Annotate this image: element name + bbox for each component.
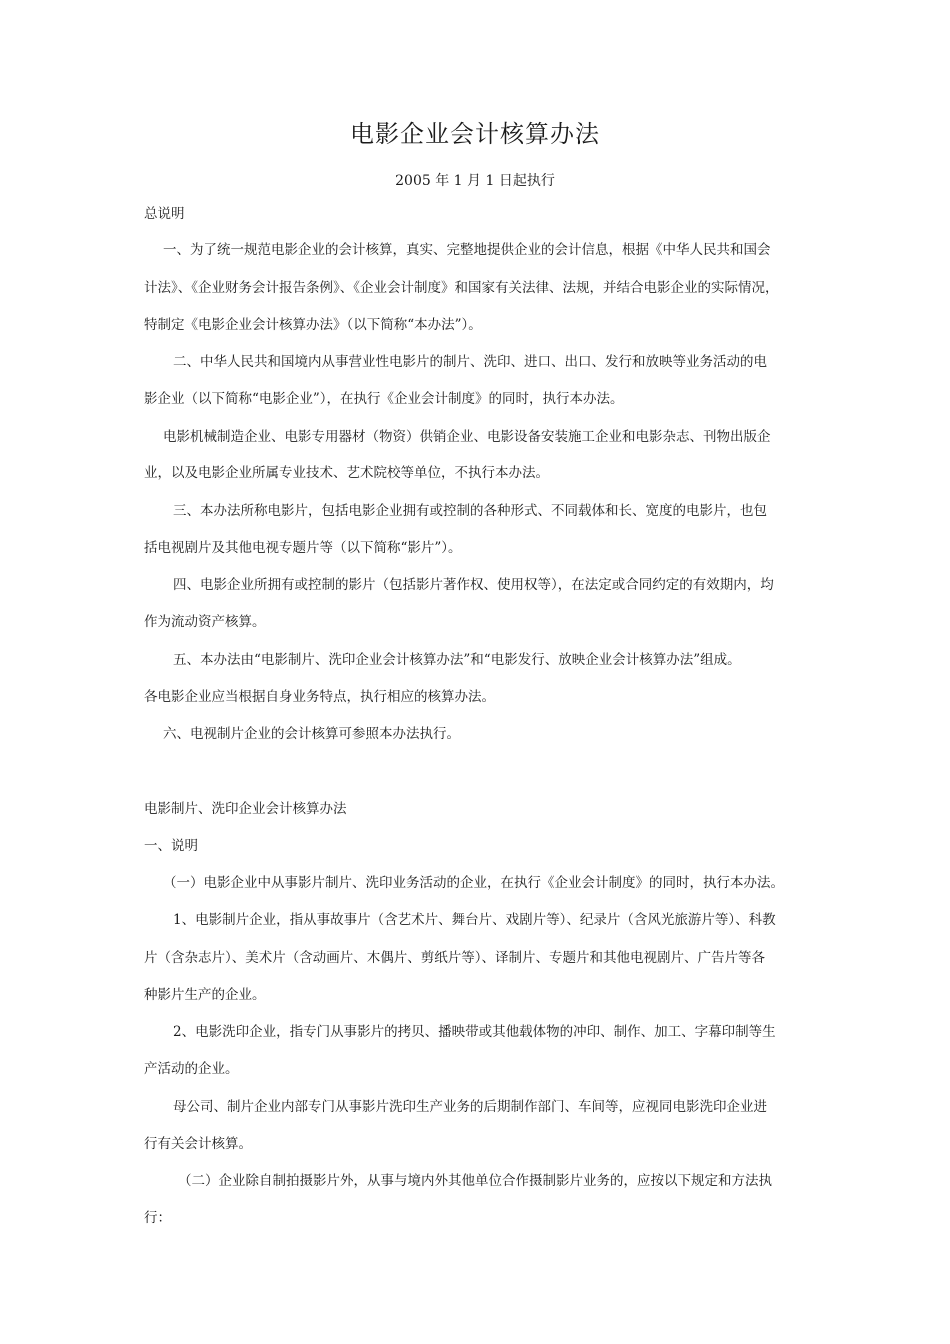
paragraph-line: 行有关会计核算。 [144, 1136, 252, 1152]
paragraph-line: 各电影企业应当根据自身业务特点，执行相应的核算办法。 [144, 689, 495, 705]
paragraph-line: 三、本办法所称电影片，包括电影企业拥有或控制的各种形式、不同载体和长、宽度的电影片，也包 [173, 503, 767, 519]
paragraph-line: 种影片生产的企业。 [144, 987, 266, 1003]
paragraph-line: 1、电影制片企业，指从事故事片（含艺术片、舞台片、戏剧片等）、纪录片（含风光旅游片等）、科教 [173, 912, 776, 928]
paragraph-line: 行： [144, 1210, 171, 1226]
section-heading-production: 电影制片、洗印企业会计核算办法 [144, 801, 347, 817]
document-title: 电影企业会计核算办法 [350, 120, 600, 148]
paragraph-line: 产活动的企业。 [144, 1061, 239, 1077]
paragraph-line: 电影机械制造企业、电影专用器材（物资）供销企业、电影设备安装施工企业和电影杂志、刊物出版企 [163, 429, 771, 445]
subsection-heading: 一、说明 [144, 838, 198, 854]
effective-date: 2005 年 1 月 1 日起执行 [395, 173, 555, 189]
paragraph-line: 一、为了统一规范电影企业的会计核算，真实、完整地提供企业的会计信息，根据《中华人民共和国会 [163, 242, 771, 258]
paragraph-line: （二）企业除自制拍摄影片外，从事与境内外其他单位合作摄制影片业务的，应按以下规定和方法执 [178, 1173, 772, 1189]
paragraph-line: 六、电视制片企业的会计核算可参照本办法执行。 [163, 726, 460, 742]
paragraph-line: 片（含杂志片）、美术片（含动画片、木偶片、剪纸片等）、译制片、专题片和其他电视剧片、广告片等各 [144, 950, 765, 966]
paragraph-line: 作为流动资产核算。 [144, 614, 266, 630]
section-heading-general: 总说明 [144, 206, 185, 222]
paragraph-line: 四、电影企业所拥有或控制的影片（包括影片著作权、使用权等），在法定或合同约定的有效期内，均 [173, 577, 774, 593]
paragraph-line: 业，以及电影企业所属专业技术、艺术院校等单位，不执行本办法。 [144, 465, 549, 481]
paragraph-line: 括电视剧片及其他电视专题片等（以下简称“影片”）。 [144, 540, 462, 556]
paragraph-line: 二、中华人民共和国境内从事营业性电影片的制片、洗印、进口、出口、发行和放映等业务活动的电 [173, 354, 767, 370]
paragraph-line: 特制定《电影企业会计核算办法》（以下简称“本办法”）。 [144, 317, 482, 333]
paragraph-line: 2、电影洗印企业，指专门从事影片的拷贝、播映带或其他载体物的冲印、制作、加工、字幕印制等生 [173, 1024, 776, 1040]
paragraph-line: 五、本办法由“电影制片、洗印企业会计核算办法”和“电影发行、放映企业会计核算办法”组成。 [173, 652, 741, 668]
paragraph-line: 母公司、制片企业内部专门从事影片洗印生产业务的后期制作部门、车间等，应视同电影洗印企业进 [173, 1099, 767, 1115]
paragraph-line: （一）电影企业中从事影片制片、洗印业务活动的企业，在执行《企业会计制度》的同时，执行本办法。 [163, 875, 784, 891]
paragraph-line: 计法》、《企业财务会计报告条例》、《企业会计制度》和国家有关法律、法规，并结合电影企业的实际情况， [144, 280, 779, 296]
paragraph-line: 影企业（以下简称“电影企业”），在执行《企业会计制度》的同时，执行本办法。 [144, 391, 624, 407]
